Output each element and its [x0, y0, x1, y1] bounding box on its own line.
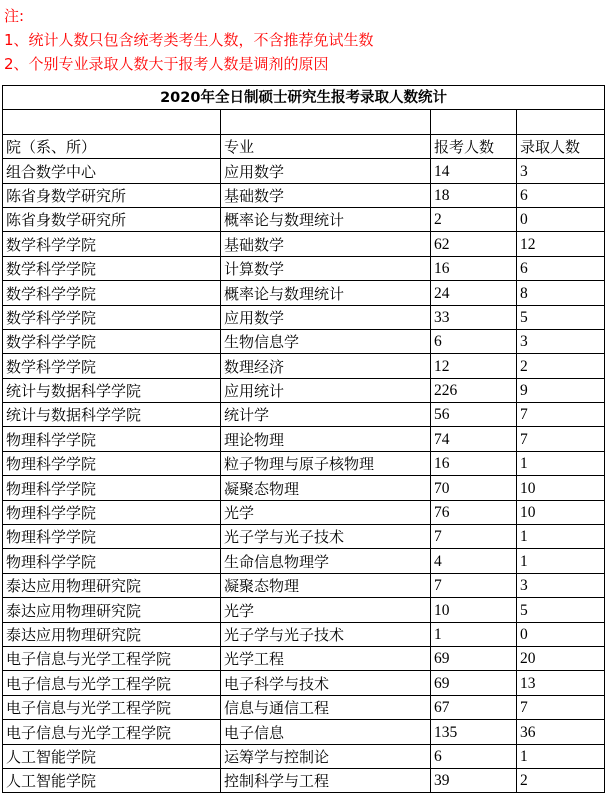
cell-department: 电子信息与光学工程学院 [3, 695, 221, 719]
cell-applicants: 18 [431, 183, 517, 207]
cell-major: 运筹学与控制论 [221, 744, 431, 768]
cell-major: 基础数学 [221, 232, 431, 256]
table-row [3, 281, 605, 305]
cell-admitted: 0 [517, 622, 605, 646]
cell-major: 概率论与数理统计 [221, 281, 431, 305]
cell-applicants: 7 [431, 525, 517, 549]
cell-major: 光学 [221, 500, 431, 524]
column-header-applicants: 报考人数 [431, 134, 517, 158]
table-row [3, 354, 605, 378]
cell-department: 物理科学学院 [3, 476, 221, 500]
cell-major: 电子信息 [221, 720, 431, 744]
column-header-major: 专业 [221, 134, 431, 158]
cell-major: 生命信息物理学 [221, 549, 431, 573]
cell-admitted: 3 [517, 329, 605, 353]
table-row [3, 768, 605, 792]
cell-admitted: 7 [517, 427, 605, 451]
cell-admitted: 13 [517, 671, 605, 695]
table-row [3, 232, 605, 256]
cell-department: 数学科学学院 [3, 305, 221, 329]
cell-applicants: 7 [431, 573, 517, 597]
blank-row [3, 110, 605, 134]
cell-applicants: 16 [431, 451, 517, 475]
cell-department: 泰达应用物理研究院 [3, 573, 221, 597]
cell-applicants: 62 [431, 232, 517, 256]
cell-major: 统计学 [221, 403, 431, 427]
table-row [3, 671, 605, 695]
cell-applicants: 10 [431, 598, 517, 622]
cell-department: 电子信息与光学工程学院 [3, 720, 221, 744]
cell-admitted: 3 [517, 159, 605, 183]
cell-applicants: 2 [431, 207, 517, 231]
cell-department: 物理科学学院 [3, 427, 221, 451]
cell-major: 光子学与光子技术 [221, 622, 431, 646]
table-row [3, 622, 605, 646]
cell-admitted: 7 [517, 403, 605, 427]
cell-applicants: 33 [431, 305, 517, 329]
cell-admitted: 1 [517, 549, 605, 573]
cell-department: 数学科学学院 [3, 256, 221, 280]
cell-applicants: 6 [431, 329, 517, 353]
cell-department: 统计与数据科学学院 [3, 403, 221, 427]
cell-department: 泰达应用物理研究院 [3, 622, 221, 646]
cell-admitted: 2 [517, 768, 605, 792]
table-row [3, 525, 605, 549]
cell-admitted: 20 [517, 646, 605, 670]
table-title: 2020年全日制硕士研究生报考录取人数统计 [3, 86, 605, 110]
cell-admitted: 10 [517, 476, 605, 500]
table-row [3, 500, 605, 524]
cell-major: 光学 [221, 598, 431, 622]
cell-major: 应用数学 [221, 305, 431, 329]
cell-major: 应用统计 [221, 378, 431, 402]
note-heading: 注: [4, 7, 25, 25]
cell-department: 数学科学学院 [3, 354, 221, 378]
cell-department: 物理科学学院 [3, 549, 221, 573]
cell-department: 统计与数据科学学院 [3, 378, 221, 402]
table-row [3, 646, 605, 670]
blank-cell [431, 110, 517, 134]
cell-major: 凝聚态物理 [221, 573, 431, 597]
cell-department: 人工智能学院 [3, 744, 221, 768]
cell-department: 物理科学学院 [3, 500, 221, 524]
cell-major: 基础数学 [221, 183, 431, 207]
table-row [3, 598, 605, 622]
cell-department: 数学科学学院 [3, 281, 221, 305]
table-row [3, 403, 605, 427]
blank-cell [517, 110, 605, 134]
table-row [3, 720, 605, 744]
cell-major: 计算数学 [221, 256, 431, 280]
cell-major: 粒子物理与原子核物理 [221, 451, 431, 475]
cell-applicants: 70 [431, 476, 517, 500]
table-row [3, 207, 605, 231]
table-row [3, 573, 605, 597]
table-row [3, 329, 605, 353]
table-row [3, 159, 605, 183]
column-header-department: 院（系、所） [3, 134, 221, 158]
cell-department: 人工智能学院 [3, 768, 221, 792]
cell-admitted: 6 [517, 256, 605, 280]
cell-admitted: 6 [517, 183, 605, 207]
cell-department: 数学科学学院 [3, 329, 221, 353]
cell-applicants: 69 [431, 671, 517, 695]
table-row [3, 305, 605, 329]
cell-admitted: 1 [517, 744, 605, 768]
cell-department: 物理科学学院 [3, 525, 221, 549]
cell-admitted: 1 [517, 525, 605, 549]
table-row [3, 256, 605, 280]
cell-applicants: 67 [431, 695, 517, 719]
table-row [3, 378, 605, 402]
notes-block [0, 0, 605, 76]
cell-applicants: 16 [431, 256, 517, 280]
note-item-2: 2、个别专业录取人数大于报考人数是调剂的原因 [4, 55, 329, 73]
cell-major: 电子科学与技术 [221, 671, 431, 695]
cell-admitted: 2 [517, 354, 605, 378]
cell-applicants: 39 [431, 768, 517, 792]
blank-cell [221, 110, 431, 134]
cell-department: 陈省身数学研究所 [3, 183, 221, 207]
cell-department: 数学科学学院 [3, 232, 221, 256]
table-row [3, 451, 605, 475]
cell-admitted: 12 [517, 232, 605, 256]
cell-admitted: 10 [517, 500, 605, 524]
cell-department: 组合数学中心 [3, 159, 221, 183]
table-row [3, 476, 605, 500]
blank-cell [3, 110, 221, 134]
cell-applicants: 226 [431, 378, 517, 402]
cell-applicants: 135 [431, 720, 517, 744]
cell-major: 光学工程 [221, 646, 431, 670]
cell-applicants: 69 [431, 646, 517, 670]
cell-major: 光子学与光子技术 [221, 525, 431, 549]
cell-major: 应用数学 [221, 159, 431, 183]
table-row [3, 427, 605, 451]
cell-admitted: 1 [517, 451, 605, 475]
cell-admitted: 8 [517, 281, 605, 305]
cell-department: 物理科学学院 [3, 451, 221, 475]
table-row [3, 549, 605, 573]
cell-admitted: 5 [517, 598, 605, 622]
cell-applicants: 1 [431, 622, 517, 646]
cell-major: 信息与通信工程 [221, 695, 431, 719]
cell-applicants: 4 [431, 549, 517, 573]
column-header-admitted: 录取人数 [517, 134, 605, 158]
cell-major: 数理经济 [221, 354, 431, 378]
cell-applicants: 56 [431, 403, 517, 427]
cell-department: 陈省身数学研究所 [3, 207, 221, 231]
cell-applicants: 76 [431, 500, 517, 524]
cell-major: 理论物理 [221, 427, 431, 451]
cell-department: 电子信息与光学工程学院 [3, 671, 221, 695]
cell-major: 生物信息学 [221, 329, 431, 353]
cell-applicants: 14 [431, 159, 517, 183]
table-row [3, 695, 605, 719]
admission-stats-table [2, 85, 605, 793]
note-item-1: 1、统计人数只包含统考类考生人数，不含推荐免试生数 [4, 31, 374, 49]
table-title-row [3, 86, 605, 110]
cell-admitted: 36 [517, 720, 605, 744]
cell-department: 泰达应用物理研究院 [3, 598, 221, 622]
cell-department: 电子信息与光学工程学院 [3, 646, 221, 670]
cell-admitted: 3 [517, 573, 605, 597]
cell-applicants: 74 [431, 427, 517, 451]
cell-admitted: 7 [517, 695, 605, 719]
cell-major: 凝聚态物理 [221, 476, 431, 500]
cell-major: 概率论与数理统计 [221, 207, 431, 231]
table-row [3, 744, 605, 768]
table-row [3, 183, 605, 207]
cell-applicants: 6 [431, 744, 517, 768]
cell-applicants: 24 [431, 281, 517, 305]
cell-major: 控制科学与工程 [221, 768, 431, 792]
cell-admitted: 0 [517, 207, 605, 231]
cell-admitted: 5 [517, 305, 605, 329]
header-row [3, 134, 605, 158]
cell-applicants: 12 [431, 354, 517, 378]
cell-admitted: 9 [517, 378, 605, 402]
